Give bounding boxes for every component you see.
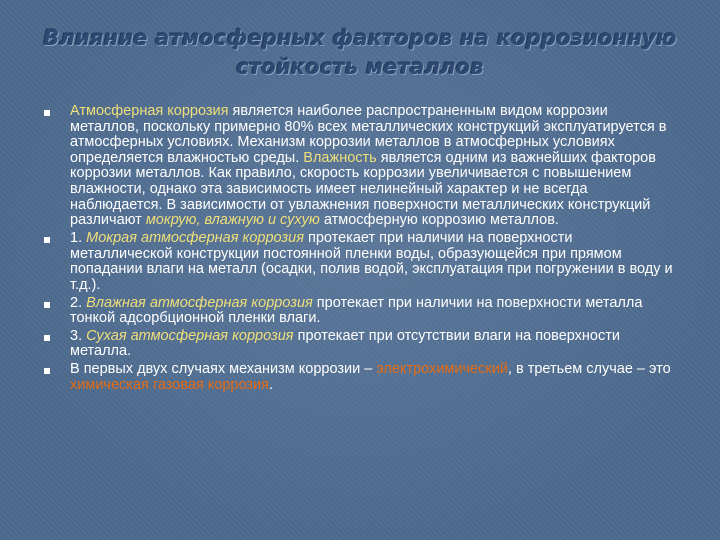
bullet-prefix: 3. [70, 327, 87, 344]
term-moist-corrosion: Влажная атмосферная коррозия [86, 294, 313, 311]
slide-title-line-2: стойкость металлов [236, 55, 484, 79]
bullet-text: атмосферную коррозию металлов. [319, 212, 559, 229]
bullet-text: протекает при наличии на поверхности металлической конструкции постоянной пленки воды, образующейся при прямом попадании влаги на металл (осадки, полив водой, эксплуатация при погружении в воду и т.д.). [70, 229, 673, 293]
square-bullet-icon [44, 335, 50, 341]
bullet-item-mechanism [42, 362, 678, 393]
bullet-prefix: 1. [70, 229, 87, 246]
bullet-item-moist-corrosion [42, 296, 678, 327]
bullet-text: , в третьем случае – это [507, 361, 671, 378]
bullet-text: протекает при отсутствии влаги на поверхности металла. [70, 327, 620, 360]
term-corrosion-types: мокрую, влажную и сухую [145, 212, 320, 229]
term-humidity: Влажность [303, 149, 377, 166]
term-electrochemical: электрохимический [376, 361, 508, 378]
term-chemical-gas-corrosion: химическая газовая коррозия [70, 376, 269, 393]
term-wet-corrosion: Мокрая атмосферная коррозия [86, 229, 304, 246]
square-bullet-icon [44, 237, 50, 243]
bullet-list [42, 104, 678, 396]
term-dry-corrosion: Сухая атмосферная коррозия [86, 327, 294, 344]
bullet-text: . [269, 376, 274, 393]
slide-title-line-1: Влияние атмосферных факторов на коррозионную [43, 26, 677, 50]
bullet-item-wet-corrosion [42, 231, 678, 293]
term-atmospheric-corrosion: Атмосферная коррозия [70, 103, 229, 119]
bullet-text: В первых двух случаях механизм коррозии – [70, 361, 377, 378]
bullet-text: является одним из важнейших факторов коррозии металлов. Как правило, скорость коррозии увеличивается с повышением влажности, однако эта зависимость имеет нелинейный характер и не всегда наблюдается. В зависимости от увлажнения поверхности металлических конструкций различают [70, 149, 656, 229]
bullet-text: протекает при наличии на поверхности металла тонкой адсорбционной пленки влаги. [70, 294, 643, 327]
bullet-item-dry-corrosion [42, 329, 678, 360]
bullet-text: является наиболее распространенным видом коррозии металлов, поскольку примерно 80% всех металлических конструкций эксплуатируется в атмосферных условиях. Механизм коррозии металлов в атмосферных условиях определяется влажностью среды. [70, 103, 667, 166]
bullet-item-atmospheric-corrosion [42, 104, 678, 229]
bullet-prefix: 2. [70, 294, 87, 311]
square-bullet-icon [44, 110, 50, 116]
slide-title [40, 24, 680, 82]
square-bullet-icon [44, 368, 50, 374]
square-bullet-icon [44, 302, 50, 308]
